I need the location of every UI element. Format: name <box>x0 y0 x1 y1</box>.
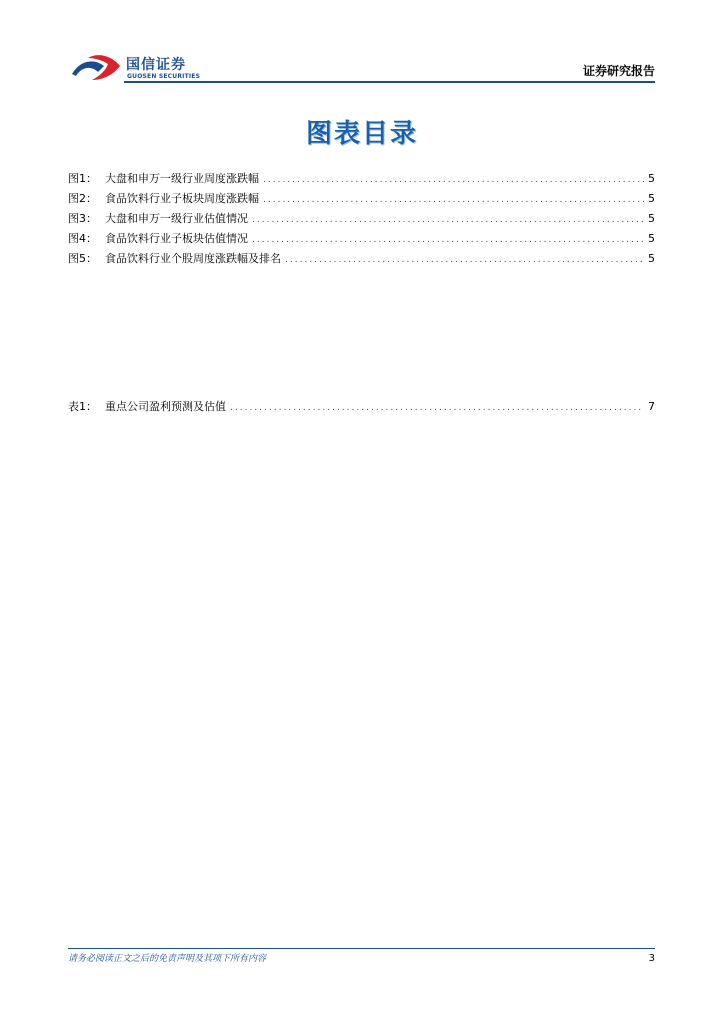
toc-leader-dots <box>230 399 644 417</box>
toc-figure-entry[interactable] <box>68 210 655 228</box>
toc-figure-label: 图3： <box>68 212 97 225</box>
toc-page-number: 7 <box>648 400 655 413</box>
toc-table-label: 表1： <box>68 400 97 413</box>
toc-page-number: 5 <box>648 192 655 205</box>
toc-page-number: 5 <box>648 172 655 185</box>
toc-figure-label: 图1： <box>68 172 97 185</box>
toc-leader-dots <box>263 191 644 209</box>
toc-figure-label: 图2： <box>68 192 97 205</box>
toc-table-entry[interactable] <box>68 398 655 416</box>
toc-figure-entry[interactable] <box>68 170 655 188</box>
logo-chinese-name: 国信证券 <box>126 57 186 73</box>
toc-figure-label: 图4： <box>68 232 97 245</box>
toc-table-title: 重点公司盈利预测及估值 <box>105 400 226 413</box>
toc-page-number: 5 <box>648 232 655 245</box>
toc-leader-dots <box>263 171 644 189</box>
toc-figure-title: 食品饮料行业子板块周度涨跌幅 <box>105 192 259 205</box>
toc-figure-title: 大盘和申万一级行业估值情况 <box>105 212 248 225</box>
toc-figure-entry[interactable] <box>68 190 655 208</box>
page-title: 图表目录 <box>305 119 418 149</box>
toc-figure-label: 图5： <box>68 252 97 265</box>
page-number: 3 <box>648 953 655 964</box>
toc-figure-title: 大盘和申万一级行业周度涨跌幅 <box>105 172 259 185</box>
logo-english-name: GUOSEN SECURITIES <box>127 73 201 80</box>
toc-figure-title: 食品饮料行业子板块估值情况 <box>105 232 248 245</box>
report-type-label: 证券研究报告 <box>582 64 655 78</box>
toc-leader-dots <box>285 251 644 269</box>
toc-leader-dots <box>252 231 644 249</box>
toc-figure-entry[interactable] <box>68 230 655 248</box>
company-logo <box>70 52 210 84</box>
header-divider <box>124 81 655 83</box>
disclaimer-note: 请务必阅读正文之后的免责声明及其项下所有内容 <box>68 954 267 964</box>
footer-divider <box>68 948 655 949</box>
guosen-logo-icon <box>70 52 126 84</box>
toc-figure-title: 食品饮料行业个股周度涨跌幅及排名 <box>105 252 281 265</box>
toc-page-number: 5 <box>648 252 655 265</box>
toc-figure-entry[interactable] <box>68 250 655 268</box>
toc-page-number: 5 <box>648 212 655 225</box>
toc-leader-dots <box>252 211 644 229</box>
